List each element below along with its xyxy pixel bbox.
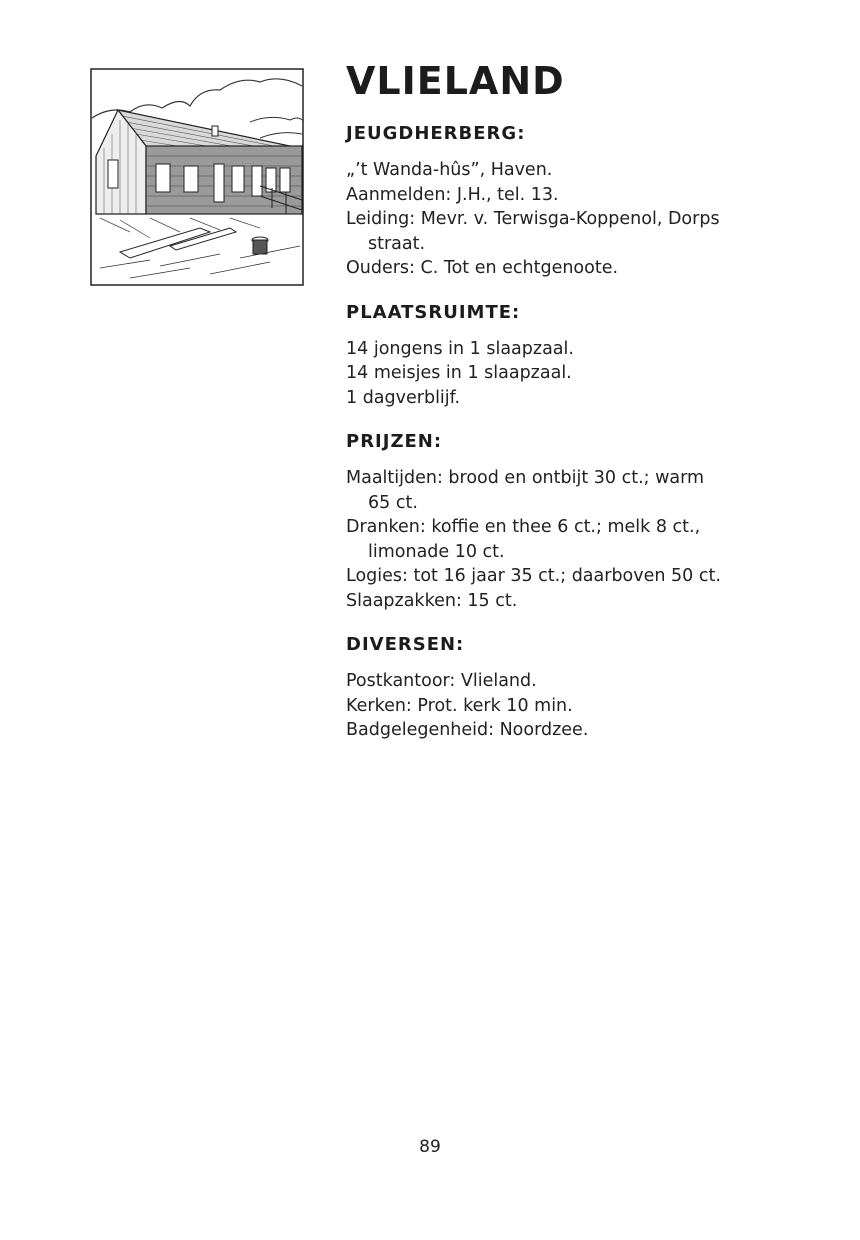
churches: Kerken: Prot. kerk 10 min.	[346, 695, 573, 716]
heading-prijzen: PRIJZEN:	[346, 431, 443, 452]
management: Leiding: Mevr. v. Terwisga-Koppenol, Dorps	[346, 209, 720, 229]
capacity-dayroom: 1 dagverblijf.	[346, 387, 461, 408]
bathing: Badgelegenheid: Noordzee.	[346, 720, 589, 740]
heading-diversen: DIVERSEN:	[346, 634, 465, 655]
parents: Ouders: C. Tot en echtgenoote.	[346, 258, 619, 278]
price-lodging: Logies: tot 16 jaar 35 ct.; daarboven 50 ct.	[346, 566, 721, 586]
price-drinks-cont: limonade 10 ct.	[368, 541, 505, 562]
price-drinks: Dranken: koffie en thee 6 ct.; melk 8 ct.,	[346, 517, 701, 537]
registration: Aanmelden: J.H., tel. 13.	[346, 184, 559, 205]
heading-jeugdherberg: JEUGDHERBERG:	[346, 123, 526, 144]
page-content	[346, 58, 806, 743]
hostel-illustration	[90, 68, 304, 286]
price-sleeping-bags: Slaapzakken: 15 ct.	[346, 590, 518, 611]
post-office: Postkantoor: Vlieland.	[346, 671, 537, 691]
capacity-girls: 14 meisjes in 1 slaapzaal.	[346, 363, 572, 383]
page-number: 89	[419, 1137, 441, 1157]
heading-plaatsruimte: PLAATSRUIMTE:	[346, 301, 521, 323]
price-meals: Maaltijden: brood en ontbijt 30 ct.; warm	[346, 468, 705, 488]
capacity-boys: 14 jongens in 1 slaapzaal.	[346, 338, 574, 359]
hostel-name: „’t Wanda-hûs”, Haven.	[346, 160, 553, 180]
price-meals-cont: 65 ct.	[368, 492, 418, 513]
management-cont: straat.	[368, 233, 426, 254]
page-title: VLIELAND	[346, 59, 565, 103]
